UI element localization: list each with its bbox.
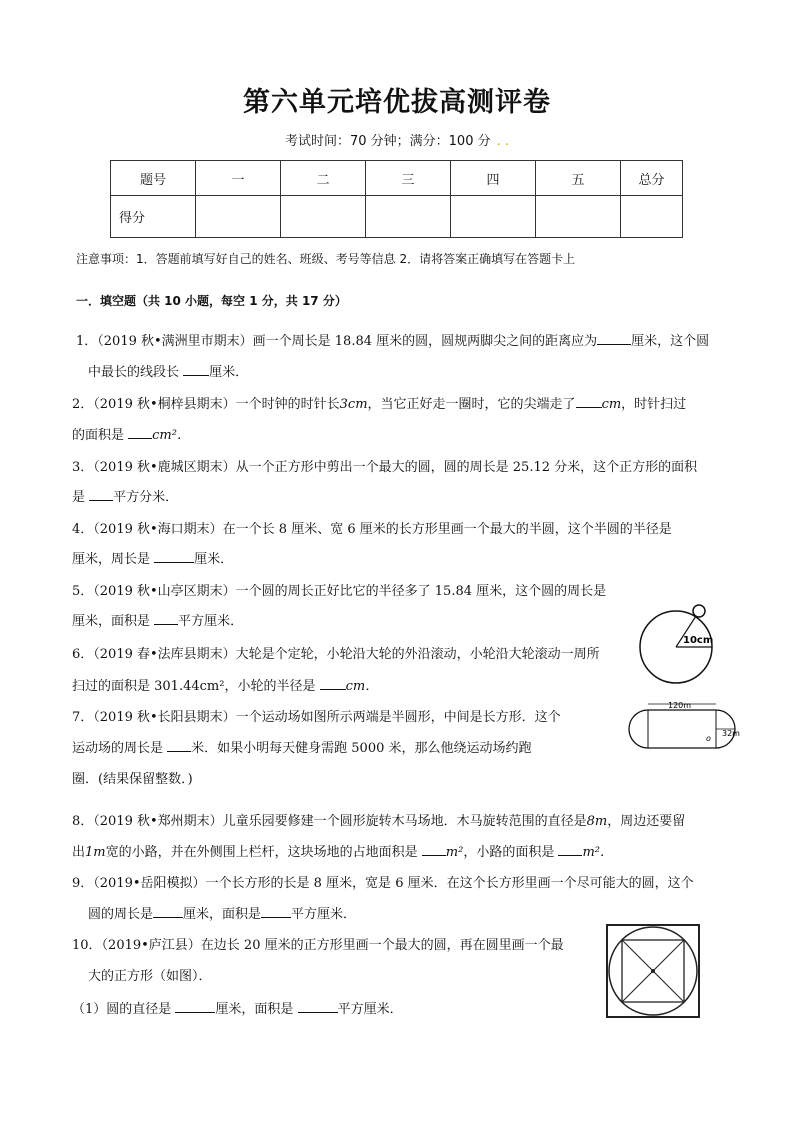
q4-text-a: 4．（2019 秋•海口期末）在一个长 8 厘米、宽 6 厘米的长方形里画一个最大的半圆，这个半圆的半径是 <box>72 522 672 537</box>
q2-unit: cm <box>601 397 622 412</box>
center-point <box>651 969 655 973</box>
score-cell-3[interactable] <box>366 196 451 238</box>
q4-text-c: 厘米． <box>194 552 234 567</box>
question-8-line-2 <box>72 841 613 860</box>
question-1-line-1 <box>76 330 709 349</box>
question-3-line-2 <box>72 486 178 505</box>
q8-text-h: ，小路的面积是 <box>463 845 555 860</box>
q9-text-a: 9．（2019•岳阳模拟）一个长方形的长是 8 厘米，宽是 6 厘米．在这个长方形里画一个尽可能大的圆，这个 <box>72 876 694 891</box>
q2-blank-2[interactable] <box>128 426 152 439</box>
q7-text-d: 圈．(结果保留整数．) <box>72 772 193 787</box>
question-6-line-1 <box>72 643 600 662</box>
q5-text-b: 厘米，面积是 <box>72 614 151 629</box>
score-table <box>110 160 683 238</box>
q8-blank-1[interactable] <box>422 843 446 856</box>
q6-unit: cm． <box>345 679 379 694</box>
score-row-label: 得分 <box>111 196 196 238</box>
question-6-line-2 <box>72 675 378 694</box>
q8-text-f: 宽的小路，并在外侧围上栏杆，这块场地的占地面积是 <box>105 845 418 860</box>
question-5-line-2 <box>72 610 243 629</box>
header-part-3: 三 <box>366 161 451 196</box>
question-9-line-1 <box>72 872 694 891</box>
q10-text-d: 厘米，面积是 <box>215 1002 294 1017</box>
q2-text-a: 2．（2019 秋•桐梓县期末）一个时钟的时针长 <box>72 397 340 412</box>
q3-text-c: 平方分米． <box>113 490 179 505</box>
wheel-figure <box>636 597 718 687</box>
score-table-score-row <box>111 196 683 238</box>
question-2-line-1 <box>72 393 686 412</box>
q5-blank-2[interactable] <box>154 612 178 625</box>
question-5-line-1 <box>72 580 606 599</box>
question-7-line-1 <box>72 706 561 725</box>
q2-text-c: ，当它正好走一圈时，它的尖端走了 <box>367 397 576 412</box>
q7-text-b: 运动场的周长是 <box>72 741 164 756</box>
wheel-label: 10cm <box>683 635 714 646</box>
score-table-header-row <box>111 161 683 196</box>
q9-text-b: 圆的周长是 <box>88 907 154 922</box>
track-length-label: 120m <box>668 701 692 710</box>
question-9-line-2 <box>88 903 356 922</box>
q9-blank-2[interactable] <box>261 905 291 918</box>
notes: 注意事项：1．答题前填写好自己的姓名、班级、考号等信息 2．请将答案正确填写在答题卡上 <box>76 252 576 266</box>
q7-text-a: 7．（2019 秋•长阳县期末）一个运动场如图所示两端是半圆形，中间是长方形．这个 <box>72 710 561 725</box>
exam-time-score: 考试时间：70 分钟；满分：100 分 <box>284 134 491 149</box>
header-part-1: 一 <box>196 161 281 196</box>
section-fill-in-blank: 一．填空题（共 10 小题，每空 1 分，共 17 分） <box>76 294 347 308</box>
q9-blank-1[interactable] <box>153 905 183 918</box>
q2-area-unit: cm²． <box>152 428 190 443</box>
exam-info <box>0 130 794 149</box>
q1-text-a: 1．（2019 秋•满洲里市期末）画一个周长是 18.84 厘米的圆，圆规两脚尖之间的距离应为 <box>76 334 598 349</box>
q1-text-b: 厘米，这个圆 <box>631 334 710 349</box>
q1-blank-2[interactable] <box>183 363 209 376</box>
q8-diameter: 8m <box>586 814 608 829</box>
small-wheel-circle <box>693 605 705 617</box>
q6-blank-1[interactable] <box>320 677 346 690</box>
q10-blank-1[interactable] <box>175 1000 215 1013</box>
score-cell-total[interactable] <box>621 196 683 238</box>
subtitle-dots: . . <box>496 134 510 149</box>
q9-text-c: 厘米，面积是 <box>183 907 262 922</box>
q2-length: 3cm <box>339 397 368 412</box>
q2-text-f: 的面积是 <box>72 428 125 443</box>
q2-blank-1[interactable] <box>576 395 602 408</box>
q3-blank-1[interactable] <box>89 488 113 501</box>
q10-blank-2[interactable] <box>298 1000 338 1013</box>
q6-text-a: 6．（2019 春•法库县期末）大轮是个定轮，小轮沿大轮的外沿滚动，小轮沿大轮滚动一周所 <box>72 647 600 662</box>
header-part-4: 四 <box>451 161 536 196</box>
question-10-line-3 <box>72 998 403 1017</box>
q8-unit-1: m² <box>445 845 464 860</box>
score-cell-5[interactable] <box>536 196 621 238</box>
score-cell-4[interactable] <box>451 196 536 238</box>
q7-text-c: 米．如果小明每天健身需跑 5000 米，那么他绕运动场约跑 <box>191 741 532 756</box>
score-cell-1[interactable] <box>196 196 281 238</box>
q8-text-c: ，周边还要留 <box>607 814 686 829</box>
question-4-line-2 <box>72 548 233 567</box>
q4-text-b: 厘米，周长是 <box>72 552 151 567</box>
q3-text-b: 是 <box>72 490 86 505</box>
q7-blank-1[interactable] <box>167 739 191 752</box>
q1-text-c: 中最长的线段长 <box>88 365 180 380</box>
q9-text-d: 平方厘米． <box>291 907 357 922</box>
square-circle-figure <box>603 922 703 1020</box>
question-8-line-1 <box>72 810 685 829</box>
q8-blank-2[interactable] <box>558 843 582 856</box>
question-1-line-2 <box>88 361 248 380</box>
q8-text-d: 出 <box>72 845 86 860</box>
q5-text-c: 平方厘米． <box>178 614 244 629</box>
q4-blank-2[interactable] <box>154 550 194 563</box>
q1-text-d: 厘米． <box>209 365 249 380</box>
question-7-line-2 <box>72 737 532 756</box>
question-4-line-1 <box>72 518 672 537</box>
header-question-number: 题号 <box>111 161 196 196</box>
question-3-line-1 <box>72 456 697 475</box>
page-title: 第六单元培优拔高测评卷 <box>243 87 551 118</box>
question-2-line-2 <box>72 424 190 443</box>
track-center-label: o <box>706 734 711 743</box>
q1-blank-1[interactable] <box>597 332 631 345</box>
q8-text-a: 8．（2019 秋•郑州期末）儿童乐园要修建一个圆形旋转木马场地．木马旋转范围的直径是 <box>72 814 587 829</box>
q10-text-e: 平方厘米． <box>337 1002 403 1017</box>
header-total: 总分 <box>621 161 683 196</box>
track-figure <box>624 698 742 760</box>
question-10-line-1 <box>72 934 564 953</box>
q8-path-width: 1m <box>85 845 106 860</box>
q10-text-b: 大的正方形（如图）． <box>88 969 212 984</box>
question-7-line-3 <box>72 768 193 787</box>
q6-text-b: 扫过的面积是 301.44cm²，小轮的半径是 <box>72 679 316 694</box>
q8-unit-2: m²． <box>582 845 614 860</box>
header-part-2: 二 <box>281 161 366 196</box>
track-width-label: 32m <box>722 729 740 738</box>
q10-text-c: （1）圆的直径是 <box>72 1002 172 1017</box>
question-10-line-2 <box>88 965 212 984</box>
q5-text-a: 5．（2019 秋•山亭区期末）一个圆的周长正好比它的半径多了 15.84 厘米，这个圆的周长是 <box>72 584 607 599</box>
header-part-5: 五 <box>536 161 621 196</box>
q10-text-a: 10．（2019•庐江县）在边长 20 厘米的正方形里画一个最大的圆，再在圆里画一个最 <box>72 938 564 953</box>
score-cell-2[interactable] <box>281 196 366 238</box>
q3-text-a: 3．（2019 秋•鹿城区期末）从一个正方形中剪出一个最大的圆，圆的周长是 25.12 分米，这个正方形的面积 <box>72 460 698 475</box>
q2-text-e: ，时针扫过 <box>621 397 687 412</box>
